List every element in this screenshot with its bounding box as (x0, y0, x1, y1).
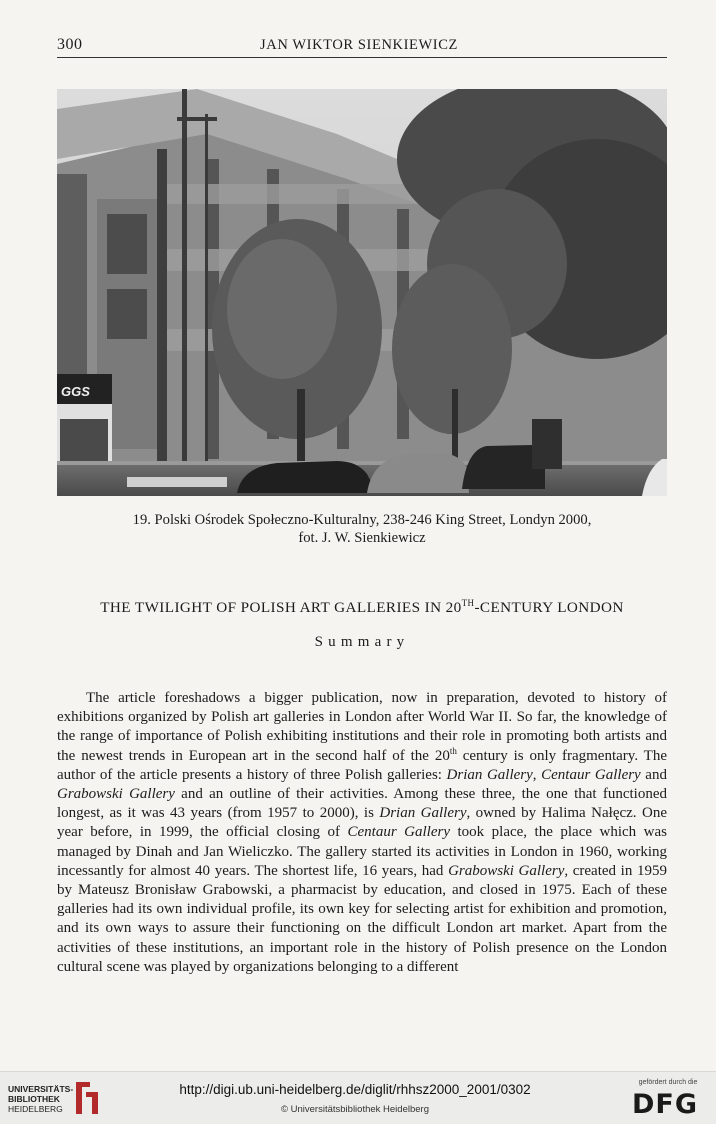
summary-paragraph: The article foreshadows a bigger publication, now in preparation, devoted to history of exhibitions organized by Polish art galleries in London after World War II. So far, the knowledge of the range of importance of Polish exhibiting institutions and their role in promoting both artists and the newest trends in European art in the second half of the 20th century is only fragmentary. The author of the article presents a history of three Polish galleries: Drian Gallery, Centaur Gallery and Grabowski Gallery and an outline of their activities. Among these three, the one that functioned longest, as it was 43 years (from 1957 to 2000), is Drian Gallery, owned by Halima Nałęcz. One year before, in 1999, the official closing of Centaur Gallery took place, the place which was managed by Dinah and Jan Wieliczko. The gallery started its activities in London in 1960, working incessantly for almost 40 years. The shortest life, 16 years, had Grabowski Gallery, created in 1959 by Mateusz Bronisław Grabowski, a pharmacist by education, and closed in 1975. Each of these galleries had its own individual profile, its own key for selecting artist for exhibition and promotion, and its own ways to assure their functioning on the difficult London art market. Apart from the activities of these institutions, an important role in the history of Polish presence on the London cultural scene was played by organizations belonging to a different (57, 690, 667, 975)
permalink-url[interactable]: http://digi.ub.uni-heidelberg.de/diglit/rhhsz2000_2001/0302 (179, 1082, 531, 1097)
gallery-name: Drian Gallery (379, 805, 467, 822)
copyright-notice: © Universitätsbibliothek Heidelberg (281, 1104, 429, 1115)
gallery-name: Drian Gallery (446, 766, 533, 783)
article-title: THE TWILIGHT OF POLISH ART GALLERIES IN 20TH-CENTURY LONDON (100, 598, 624, 616)
gallery-name: Centaur Gallery (347, 824, 450, 841)
shop-sign-text: GGS (61, 384, 90, 399)
building-photograph (57, 89, 667, 496)
gallery-name: Centaur Gallery (541, 766, 641, 783)
summary-label: Summary (314, 634, 410, 650)
digitization-footer (0, 1071, 716, 1124)
funding-label: gefördert durch die (638, 1079, 698, 1086)
page-number: 300 (57, 36, 83, 53)
dfg-logo: DFG (632, 1089, 699, 1120)
running-head-author: JAN WIKTOR SIENKIEWICZ (260, 37, 458, 53)
caption-line-2: fot. J. W. Sienkiewicz (298, 530, 426, 546)
summary-body (57, 689, 667, 977)
gallery-name: Grabowski Gallery (57, 786, 175, 803)
figure-caption (57, 511, 667, 547)
header-rule (57, 57, 667, 58)
university-logo-icon (72, 1078, 100, 1118)
caption-line-1: 19. Polski Ośrodek Społeczno-Kulturalny, 238-246 King Street, Londyn 2000, (132, 512, 592, 528)
gallery-name: Grabowski Gallery (448, 862, 565, 879)
running-header (57, 36, 667, 58)
university-library-name: UNIVERSITÄTS- BIBLIOTHEK HEIDELBERG (8, 1084, 74, 1114)
